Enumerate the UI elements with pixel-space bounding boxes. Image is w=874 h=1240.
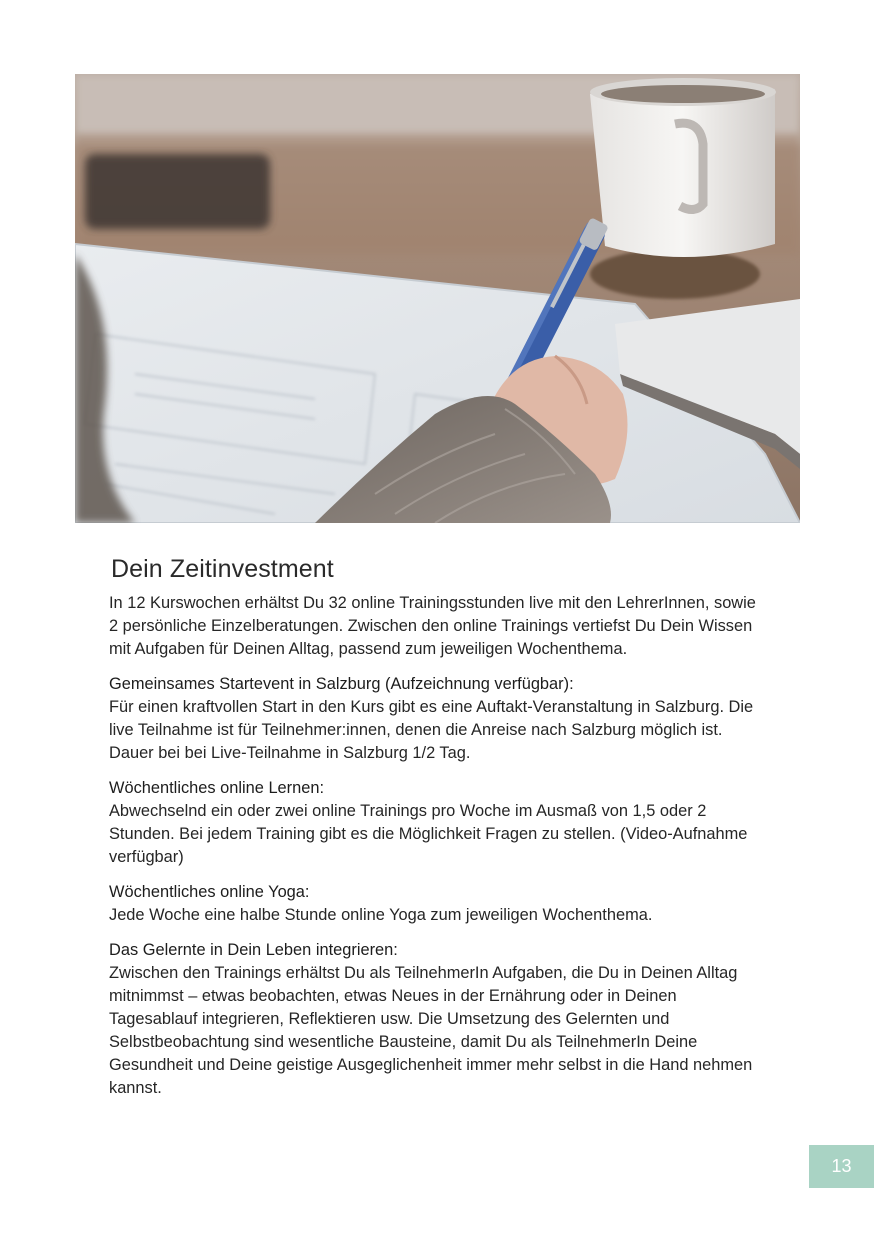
section-title: Wöchentliches online Yoga: [109,883,310,901]
main-content [109,555,759,1112]
section-body: Jede Woche eine halbe Stunde online Yoga zum jeweiligen Wochenthema. [109,906,653,924]
section-body: Für einen kraftvollen Start in den Kurs gibt es eine Auftakt-Veranstaltung in Salzburg. Die live Teilnahme ist für Teilnehmer:innen, denen die Anreise nach Salzburg möglich ist. Dauer bei bei Live-Teilnahme in Salzburg 1/2 Tag. [109,698,754,762]
section-title: Gemeinsames Startevent in Salzburg (Aufzeichnung verfügbar): [109,675,574,693]
section-integration [109,939,759,1100]
intro-paragraph: In 12 Kurswochen erhältst Du 32 online Trainingsstunden live mit den LehrerInnen, sowie 2 persönliche Einzelberatungen. Zwischen den online Trainings vertiefst Du Dein Wissen mit Aufgaben für Deinen Alltag, passend zum jeweiligen Wochenthema. [109,594,756,658]
section-online-lernen [109,777,759,869]
section-online-yoga [109,881,759,927]
section-title: Wöchentliches online Lernen: [109,779,325,797]
section-body: Zwischen den Trainings erhältst Du als TeilnehmerIn Aufgaben, die Du in Deinen Alltag mitnimmst – etwas beobachten, etwas Neues in der Ernährung oder in Deinen Tagesablauf integrieren, Reflektieren usw. Die Umsetzung des Gelernten und Selbstbeobachtung sind wesentliche Bausteine, damit Du als TeilnehmerIn Deine Gesundheit und Deine geistige Ausgeglichenheit immer mehr selbst in die Hand nehmen kannst. [109,964,753,1097]
hero-photo [75,74,800,523]
page-number-badge: 13 [809,1145,874,1188]
section-startevent [109,673,759,765]
section-body: Abwechselnd ein oder zwei online Trainings pro Woche im Ausmaß von 1,5 oder 2 Stunden. Bei jedem Training gibt es die Möglichkeit Fragen zu stellen. (Video-Aufnahme verfügbar) [109,802,748,866]
page-heading: Dein Zeitinvestment [111,555,334,583]
section-title: Das Gelernte in Dein Leben integrieren: [109,941,398,959]
